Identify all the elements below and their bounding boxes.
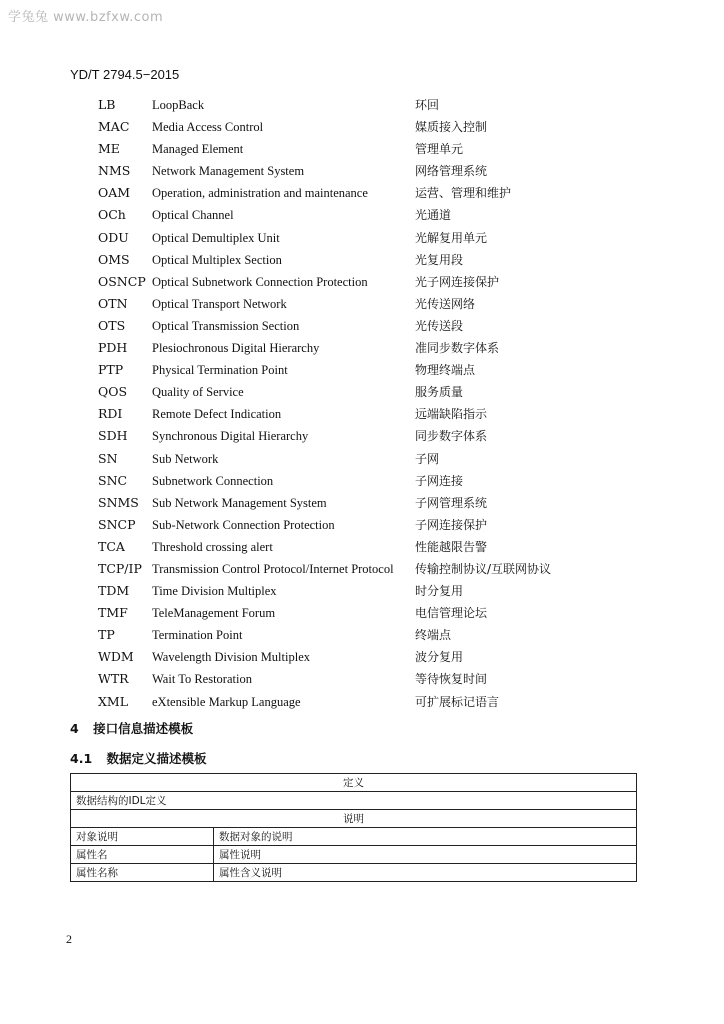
page-number: 2 [66, 932, 72, 946]
abbreviation-row [0, 293, 724, 315]
english-term: Optical Demultiplex Unit [152, 230, 280, 245]
chinese-term: 终端点 [415, 628, 452, 643]
table-cell-key: 属性名 [71, 846, 214, 864]
english-term: Plesiochronous Digital Hierarchy [152, 341, 320, 356]
abbreviation-row [0, 668, 724, 690]
abbreviation: MAC [98, 119, 130, 135]
english-term: Operation, administration and maintenance [152, 186, 368, 201]
table-row [71, 864, 637, 882]
abbreviation: OSNCP [98, 273, 146, 289]
chinese-term: 环回 [415, 98, 440, 112]
abbreviation: QOS [98, 384, 128, 400]
chinese-term: 物理终端点 [415, 363, 476, 378]
abbreviation: WTR [98, 671, 129, 687]
english-term: Optical Multiplex Section [152, 252, 282, 267]
english-term: Time Division Multiplex [152, 584, 277, 599]
watermark: 学兔兔 www.bzfxw.com [8, 10, 164, 25]
section-number: 4 [70, 721, 79, 736]
chinese-term: 可扩展标记语言 [415, 694, 500, 709]
abbreviation-list [0, 94, 724, 713]
table-cell-value: 数据对象的说明 [214, 828, 637, 846]
abbreviation-row [0, 138, 724, 160]
chinese-term: 准同步数字体系 [415, 341, 500, 356]
chinese-term: 子网管理系统 [415, 495, 488, 510]
chinese-term: 传输控制协议/互联网协议 [415, 561, 552, 576]
chinese-term: 光复用段 [415, 252, 464, 267]
chinese-term: 服务质量 [415, 385, 464, 400]
english-term: Remote Defect Indication [152, 407, 282, 422]
english-term: LoopBack [152, 98, 205, 112]
abbreviation: SN [98, 450, 118, 466]
abbreviation: WDM [98, 649, 134, 665]
abbreviation: SDH [98, 428, 128, 444]
chinese-term: 光解复用单元 [415, 230, 488, 245]
abbreviation-row [0, 182, 724, 204]
abbreviation-row [0, 249, 724, 271]
english-term: Sub-Network Connection Protection [152, 517, 335, 532]
abbreviation-row [0, 580, 724, 602]
chinese-term: 媒质接入控制 [415, 120, 488, 135]
abbreviation-row [0, 470, 724, 492]
abbreviation: OAM [98, 185, 131, 201]
abbreviation: SNC [98, 472, 128, 488]
section-4-1-heading [70, 749, 207, 767]
section-title: 接口信息描述模板 [93, 721, 194, 736]
abbreviation: PDH [98, 340, 128, 356]
chinese-term: 电信管理论坛 [415, 606, 488, 621]
abbreviation: XML [98, 693, 128, 709]
table-cell-value: 属性含义说明 [214, 864, 637, 882]
abbreviation-row [0, 359, 724, 381]
english-term: Optical Transmission Section [152, 318, 300, 333]
abbreviation-row [0, 204, 724, 226]
abbreviation-row [0, 691, 724, 713]
chinese-term: 运营、管理和维护 [415, 186, 512, 201]
english-term: Media Access Control [152, 120, 264, 135]
table-row [71, 774, 637, 792]
chinese-term: 网络管理系统 [415, 164, 488, 179]
abbreviation: TP [98, 627, 115, 643]
table-row [71, 792, 637, 810]
abbreviation-row [0, 227, 724, 249]
chinese-term: 远端缺陷指示 [415, 407, 488, 422]
chinese-term: 光子网连接保护 [415, 274, 500, 289]
abbreviation-row [0, 558, 724, 580]
abbreviation-row [0, 602, 724, 624]
chinese-term: 同步数字体系 [415, 429, 488, 444]
abbreviation-row [0, 160, 724, 182]
abbreviation: OTN [98, 295, 128, 311]
chinese-term: 光通道 [415, 208, 452, 223]
chinese-term: 子网 [415, 451, 440, 466]
chinese-term: 光传送网络 [415, 296, 476, 311]
section-title: 数据定义描述模板 [106, 751, 207, 766]
abbreviation-row [0, 337, 724, 359]
chinese-term: 子网连接 [415, 473, 464, 488]
chinese-term: 时分复用 [415, 584, 464, 599]
english-term: eXtensible Markup Language [152, 694, 301, 709]
definition-header-cell: 定义 [71, 774, 637, 792]
english-term: Optical Channel [152, 208, 234, 223]
abbreviation-row [0, 403, 724, 425]
table-cell-key: 对象说明 [71, 828, 214, 846]
abbreviation: ME [98, 141, 120, 157]
abbreviation-row [0, 514, 724, 536]
abbreviation-row [0, 271, 724, 293]
document-id: YD/T 2794.5−2015 [70, 67, 180, 82]
abbreviation-row [0, 94, 724, 116]
abbreviation-row [0, 381, 724, 403]
section-4-heading [70, 719, 193, 737]
chinese-term: 波分复用 [415, 650, 464, 665]
english-term: Wait To Restoration [152, 672, 252, 687]
chinese-term: 子网连接保护 [415, 517, 488, 532]
english-term: Transmission Control Protocol/Internet Protocol [152, 561, 394, 576]
english-term: Optical Transport Network [152, 296, 287, 311]
chinese-term: 等待恢复时间 [415, 672, 488, 687]
english-term: Sub Network [152, 451, 219, 466]
chinese-term: 性能越限告警 [415, 539, 488, 554]
description-header-cell: 说明 [71, 810, 637, 828]
abbreviation: SNCP [98, 516, 136, 532]
english-term: Network Management System [152, 164, 305, 179]
abbreviation: PTP [98, 362, 124, 378]
abbreviation: TCP/IP [98, 560, 142, 576]
table-cell-value: 属性说明 [214, 846, 637, 864]
data-definition-template-table [70, 773, 637, 882]
abbreviation: TCA [98, 538, 125, 554]
chinese-term: 管理单元 [415, 142, 464, 157]
abbreviation-row [0, 492, 724, 514]
english-term: Wavelength Division Multiplex [152, 650, 311, 665]
abbreviation-row [0, 646, 724, 668]
abbreviation: TMF [98, 605, 128, 621]
english-term: Quality of Service [152, 385, 244, 400]
abbreviation-row [0, 315, 724, 337]
abbreviation: RDI [98, 406, 123, 422]
english-term: Optical Subnetwork Connection Protection [152, 274, 368, 289]
abbreviation: NMS [98, 163, 131, 179]
english-term: TeleManagement Forum [152, 606, 276, 621]
abbreviation: TDM [98, 583, 130, 599]
english-term: Synchronous Digital Hierarchy [152, 429, 309, 444]
abbreviation-row [0, 624, 724, 646]
abbreviation: OTS [98, 317, 126, 333]
english-term: Managed Element [152, 142, 244, 157]
english-term: Threshold crossing alert [152, 539, 273, 554]
abbreviation-row [0, 116, 724, 138]
table-cell-key: 属性名称 [71, 864, 214, 882]
abbreviation: SNMS [98, 494, 139, 510]
abbreviation-row [0, 425, 724, 447]
section-number: 4.1 [70, 751, 93, 766]
table-row [71, 828, 637, 846]
abbreviation: ODU [98, 229, 129, 245]
idl-definition-cell: 数据结构的IDL定义 [71, 792, 637, 810]
abbreviation-row [0, 448, 724, 470]
english-term: Physical Termination Point [152, 363, 288, 378]
abbreviation: OCh [98, 207, 126, 223]
english-term: Termination Point [152, 628, 243, 643]
abbreviation: LB [98, 97, 116, 112]
table-row [71, 810, 637, 828]
chinese-term: 光传送段 [415, 318, 464, 333]
abbreviation-row [0, 536, 724, 558]
abbreviation: OMS [98, 251, 130, 267]
table-row [71, 846, 637, 864]
english-term: Sub Network Management System [152, 495, 327, 510]
english-term: Subnetwork Connection [152, 473, 274, 488]
